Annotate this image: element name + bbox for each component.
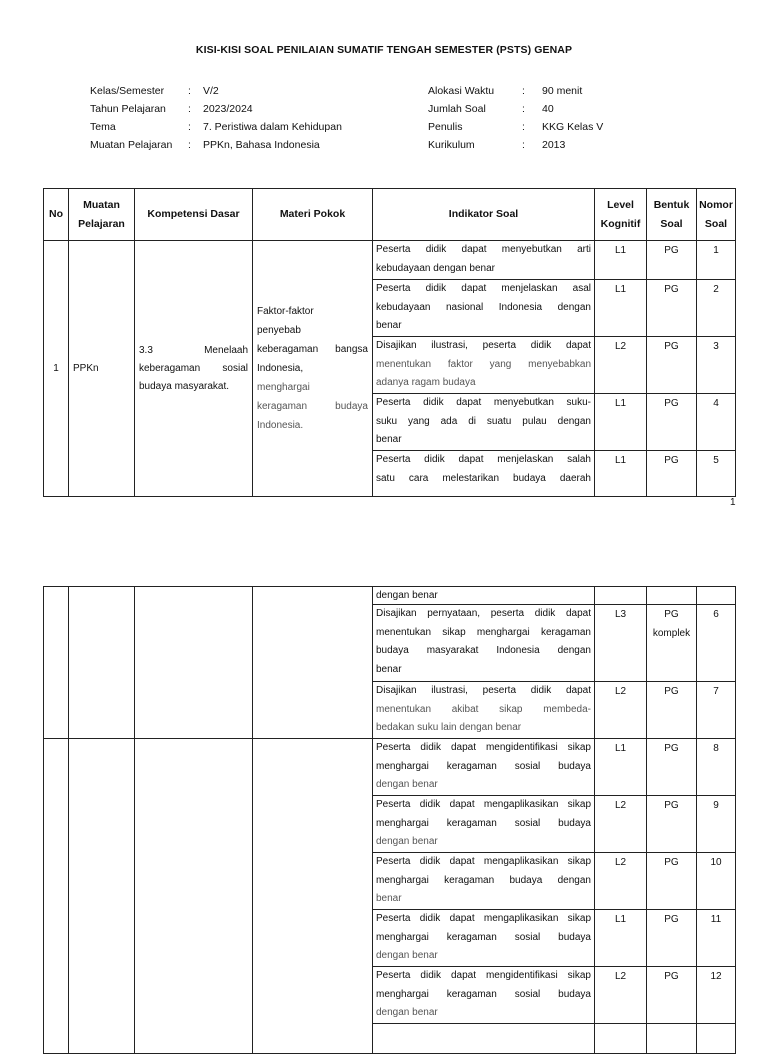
cell-nomor: 8 xyxy=(697,739,736,796)
indikator-line: Peserta didik dapat menyebutkan arti xyxy=(376,244,591,255)
header-materi-label: Materi Pokok xyxy=(279,208,346,220)
indikator-line: adanya ragam budaya xyxy=(376,377,476,388)
subject-name: PPKn xyxy=(73,363,99,374)
indikator-line: menghargai keragaman sosial budaya xyxy=(376,988,591,1000)
materi-line: Indonesia. xyxy=(257,420,304,431)
cell-level: L3 xyxy=(595,605,647,682)
meta-row-muatan xyxy=(90,136,342,154)
cell-muatan xyxy=(69,739,135,1054)
meta-value: KKG Kelas V xyxy=(542,121,604,133)
indikator-line: Disajikan ilustrasi, peserta didik dapat xyxy=(376,685,591,696)
indikator-line: benar xyxy=(376,893,402,904)
cell-materi-pokok xyxy=(253,739,373,1054)
meta-row-kurikulum xyxy=(428,136,603,154)
header-muatan-line2: Pelajaran xyxy=(78,217,125,230)
cell-level: L1 xyxy=(595,241,647,280)
meta-value: PPKn, Bahasa Indonesia xyxy=(203,139,320,151)
meta-key: Tema xyxy=(90,121,116,133)
indikator-line: Peserta didik dapat mengaplikasikan sikap xyxy=(376,856,591,867)
indikator-line: dengan benar xyxy=(376,779,438,790)
indikator-line: Peserta didik dapat mengidentifikasi sikap xyxy=(376,742,591,753)
kisi-kisi-table-page2 xyxy=(43,586,736,1054)
meta-colon: : xyxy=(522,121,525,133)
meta-key: Muatan Pelajaran xyxy=(90,139,173,151)
cell-bentuk: PG xyxy=(647,967,697,1024)
header-muatan xyxy=(69,189,135,241)
cell-level: L1 xyxy=(595,394,647,451)
indikator-line: Peserta didik dapat mengaplikasikan sikap xyxy=(376,913,591,924)
document-title: KISI-KISI SOAL PENILAIAN SUMATIF TENGAH SEMESTER (PSTS) GENAP xyxy=(195,44,573,56)
header-level xyxy=(595,189,647,241)
indikator-line: dengan benar xyxy=(376,590,438,601)
indikator-line: benar xyxy=(376,663,402,675)
table-header-row xyxy=(44,189,736,241)
cell-level: L2 xyxy=(595,682,647,739)
cell-nomor: 12 xyxy=(697,967,736,1024)
cell-nomor: 3 xyxy=(697,337,736,394)
table-row xyxy=(44,739,736,796)
cell-level: L1 xyxy=(595,739,647,796)
meta-colon: : xyxy=(522,85,525,97)
kisi-kisi-table-page1 xyxy=(43,188,736,497)
kd-word: 3.3 xyxy=(139,344,153,356)
cell-bentuk: PG xyxy=(647,394,697,451)
header-muatan-line1: Muatan xyxy=(83,198,120,211)
meta-value: 90 menit xyxy=(542,85,583,97)
meta-row-tahun xyxy=(90,100,342,118)
cell-kompetensi-dasar xyxy=(135,587,253,739)
meta-colon: : xyxy=(188,103,191,115)
materi-line: keberagaman bangsa xyxy=(257,344,368,355)
cell-level: L1 xyxy=(595,280,647,337)
indikator-line: budaya masyarakat Indonesia dengan xyxy=(376,645,591,656)
indikator-line: menghargai keragaman sosial budaya xyxy=(376,931,591,943)
kd-line-2: keberagaman sosial xyxy=(139,362,248,374)
meta-row-tema xyxy=(90,118,342,136)
indikator-line: dengan benar xyxy=(376,836,438,847)
cell-indikator xyxy=(373,451,595,497)
header-indikator xyxy=(373,189,595,241)
cell-level xyxy=(595,587,647,605)
cell-indikator xyxy=(373,1024,595,1054)
cell-bentuk xyxy=(647,1024,697,1054)
materi-line: Faktor-faktor xyxy=(257,306,314,317)
header-level-line1: Level xyxy=(607,198,634,211)
cell-bentuk: PG xyxy=(647,337,697,394)
cell-bentuk: PG xyxy=(647,853,697,910)
meta-key: Jumlah Soal xyxy=(428,103,486,115)
meta-key: Kelas/Semester xyxy=(90,85,165,97)
cell-nomor: 9 xyxy=(697,796,736,853)
header-kd xyxy=(135,189,253,241)
cell-muatan xyxy=(69,241,135,497)
header-indikator-label: Indikator Soal xyxy=(448,208,519,220)
cell-indikator xyxy=(373,910,595,967)
indikator-line: Peserta didik dapat mengaplikasikan sikap xyxy=(376,799,591,810)
kd-word: Menelaah xyxy=(204,344,248,356)
cell-indikator xyxy=(373,605,595,682)
meta-colon: : xyxy=(522,103,525,115)
header-nomor-line1: Nomor xyxy=(699,198,733,211)
cell-nomor: 11 xyxy=(697,910,736,967)
meta-value: V/2 xyxy=(203,85,219,97)
indikator-line: menentukan faktor yang menyebabkan xyxy=(376,358,591,370)
cell-bentuk: PG xyxy=(647,682,697,739)
indikator-line: Peserta didik dapat menjelaskan asal xyxy=(376,283,591,294)
cell-indikator xyxy=(373,337,595,394)
meta-right-block xyxy=(428,82,603,154)
indikator-line: menentukan sikap menghargai keragaman xyxy=(376,626,591,638)
meta-row-jumlah xyxy=(428,100,603,118)
cell-indikator xyxy=(373,796,595,853)
meta-value: 7. Peristiwa dalam Kehidupan xyxy=(203,121,342,133)
kd-line-1 xyxy=(139,342,248,360)
header-materi xyxy=(253,189,373,241)
cell-bentuk xyxy=(647,605,697,682)
meta-row-penulis xyxy=(428,118,603,136)
header-level-line2: Kognitif xyxy=(600,217,641,230)
header-nomor xyxy=(697,189,736,241)
cell-nomor: 1 xyxy=(697,241,736,280)
cell-indikator xyxy=(373,241,595,280)
meta-key: Kurikulum xyxy=(428,139,475,151)
row-number: 1 xyxy=(53,363,59,374)
meta-value: 40 xyxy=(542,103,554,115)
meta-key: Penulis xyxy=(428,121,463,133)
indikator-line: kebudayaan dengan benar xyxy=(376,262,495,274)
cell-nomor: 10 xyxy=(697,853,736,910)
cell-indikator xyxy=(373,394,595,451)
indikator-line: menghargai keragaman budaya dengan xyxy=(376,874,591,886)
materi-line: Indonesia, xyxy=(257,363,304,374)
cell-muatan xyxy=(69,587,135,739)
cell-materi-pokok xyxy=(253,587,373,739)
indikator-line: Peserta didik dapat menjelaskan salah xyxy=(376,454,591,465)
meta-row-alokasi xyxy=(428,82,603,100)
table-row xyxy=(44,241,736,280)
header-bentuk-line1: Bentuk xyxy=(653,198,690,211)
indikator-line: Peserta didik dapat mengidentifikasi sikap xyxy=(376,970,591,981)
cell-bentuk: PG xyxy=(647,280,697,337)
cell-bentuk: PG xyxy=(647,241,697,280)
indikator-line: bedakan suku lain dengan benar xyxy=(376,722,522,733)
page-number: 1 xyxy=(730,497,736,508)
header-bentuk xyxy=(647,189,697,241)
kd-line-3: budaya masyarakat. xyxy=(139,380,230,392)
cell-no xyxy=(44,587,69,739)
meta-value: 2013 xyxy=(542,139,566,151)
materi-line: menghargai xyxy=(257,382,310,393)
cell-kompetensi-dasar xyxy=(135,241,253,497)
cell-kompetensi-dasar xyxy=(135,739,253,1054)
indikator-line: Disajikan ilustrasi, peserta didik dapat xyxy=(376,340,591,351)
header-nomor-line2: Soal xyxy=(704,217,728,230)
cell-indikator xyxy=(373,587,595,605)
cell-no xyxy=(44,241,69,497)
cell-level xyxy=(595,1024,647,1054)
indikator-line: Peserta didik dapat menyebutkan suku- xyxy=(376,397,591,408)
cell-bentuk: PG xyxy=(647,796,697,853)
meta-value: 2023/2024 xyxy=(203,103,253,115)
bentuk-line: komplek xyxy=(652,627,691,639)
cell-level: L2 xyxy=(595,337,647,394)
meta-colon: : xyxy=(188,121,191,133)
cell-nomor: 4 xyxy=(697,394,736,451)
indikator-line: menghargai keragaman sosial budaya xyxy=(376,760,591,772)
indikator-line: menentukan akibat sikap membeda- xyxy=(376,703,591,715)
indikator-line: benar xyxy=(376,434,402,445)
indikator-line: satu cara melestarikan budaya daerah xyxy=(376,472,591,484)
indikator-line: dengan benar xyxy=(376,950,438,961)
materi-line: penyebab xyxy=(257,325,301,336)
cell-nomor xyxy=(697,587,736,605)
materi-line: keragaman budaya xyxy=(257,401,368,412)
cell-no xyxy=(44,739,69,1054)
table-row-continuation xyxy=(44,587,736,605)
indikator-line: benar xyxy=(376,320,402,331)
cell-level: L1 xyxy=(595,910,647,967)
cell-bentuk: PG xyxy=(647,739,697,796)
cell-nomor: 6 xyxy=(697,605,736,682)
cell-nomor: 7 xyxy=(697,682,736,739)
cell-nomor xyxy=(697,1024,736,1054)
indikator-line: menghargai keragaman sosial budaya xyxy=(376,817,591,829)
cell-level: L2 xyxy=(595,796,647,853)
meta-left-block xyxy=(90,82,342,154)
cell-indikator xyxy=(373,967,595,1024)
cell-level: L1 xyxy=(595,451,647,497)
meta-colon: : xyxy=(522,139,525,151)
cell-level: L2 xyxy=(595,853,647,910)
bentuk-line: PG xyxy=(664,609,679,620)
header-no-label: No xyxy=(49,208,63,220)
cell-indikator xyxy=(373,739,595,796)
indikator-line: Disajikan pernyataan, peserta didik dapat xyxy=(376,608,591,619)
meta-colon: : xyxy=(188,139,191,151)
indikator-line: dengan benar xyxy=(376,1007,438,1018)
indikator-line: suku yang ada di suatu pulau dengan xyxy=(376,415,591,427)
indikator-line: kebudayaan nasional Indonesia dengan xyxy=(376,301,591,313)
meta-key: Alokasi Waktu xyxy=(428,85,495,97)
header-bentuk-line2: Soal xyxy=(660,217,683,230)
cell-bentuk xyxy=(647,587,697,605)
meta-key: Tahun Pelajaran xyxy=(90,103,166,115)
cell-materi-pokok xyxy=(253,241,373,497)
meta-row-kelas xyxy=(90,82,342,100)
cell-indikator xyxy=(373,280,595,337)
cell-bentuk: PG xyxy=(647,451,697,497)
header-no xyxy=(44,189,69,241)
meta-colon: : xyxy=(188,85,191,97)
cell-nomor: 5 xyxy=(697,451,736,497)
header-kd-label: Kompetensi Dasar xyxy=(147,208,240,220)
cell-bentuk: PG xyxy=(647,910,697,967)
cell-level: L2 xyxy=(595,967,647,1024)
cell-indikator xyxy=(373,853,595,910)
cell-nomor: 2 xyxy=(697,280,736,337)
cell-indikator xyxy=(373,682,595,739)
